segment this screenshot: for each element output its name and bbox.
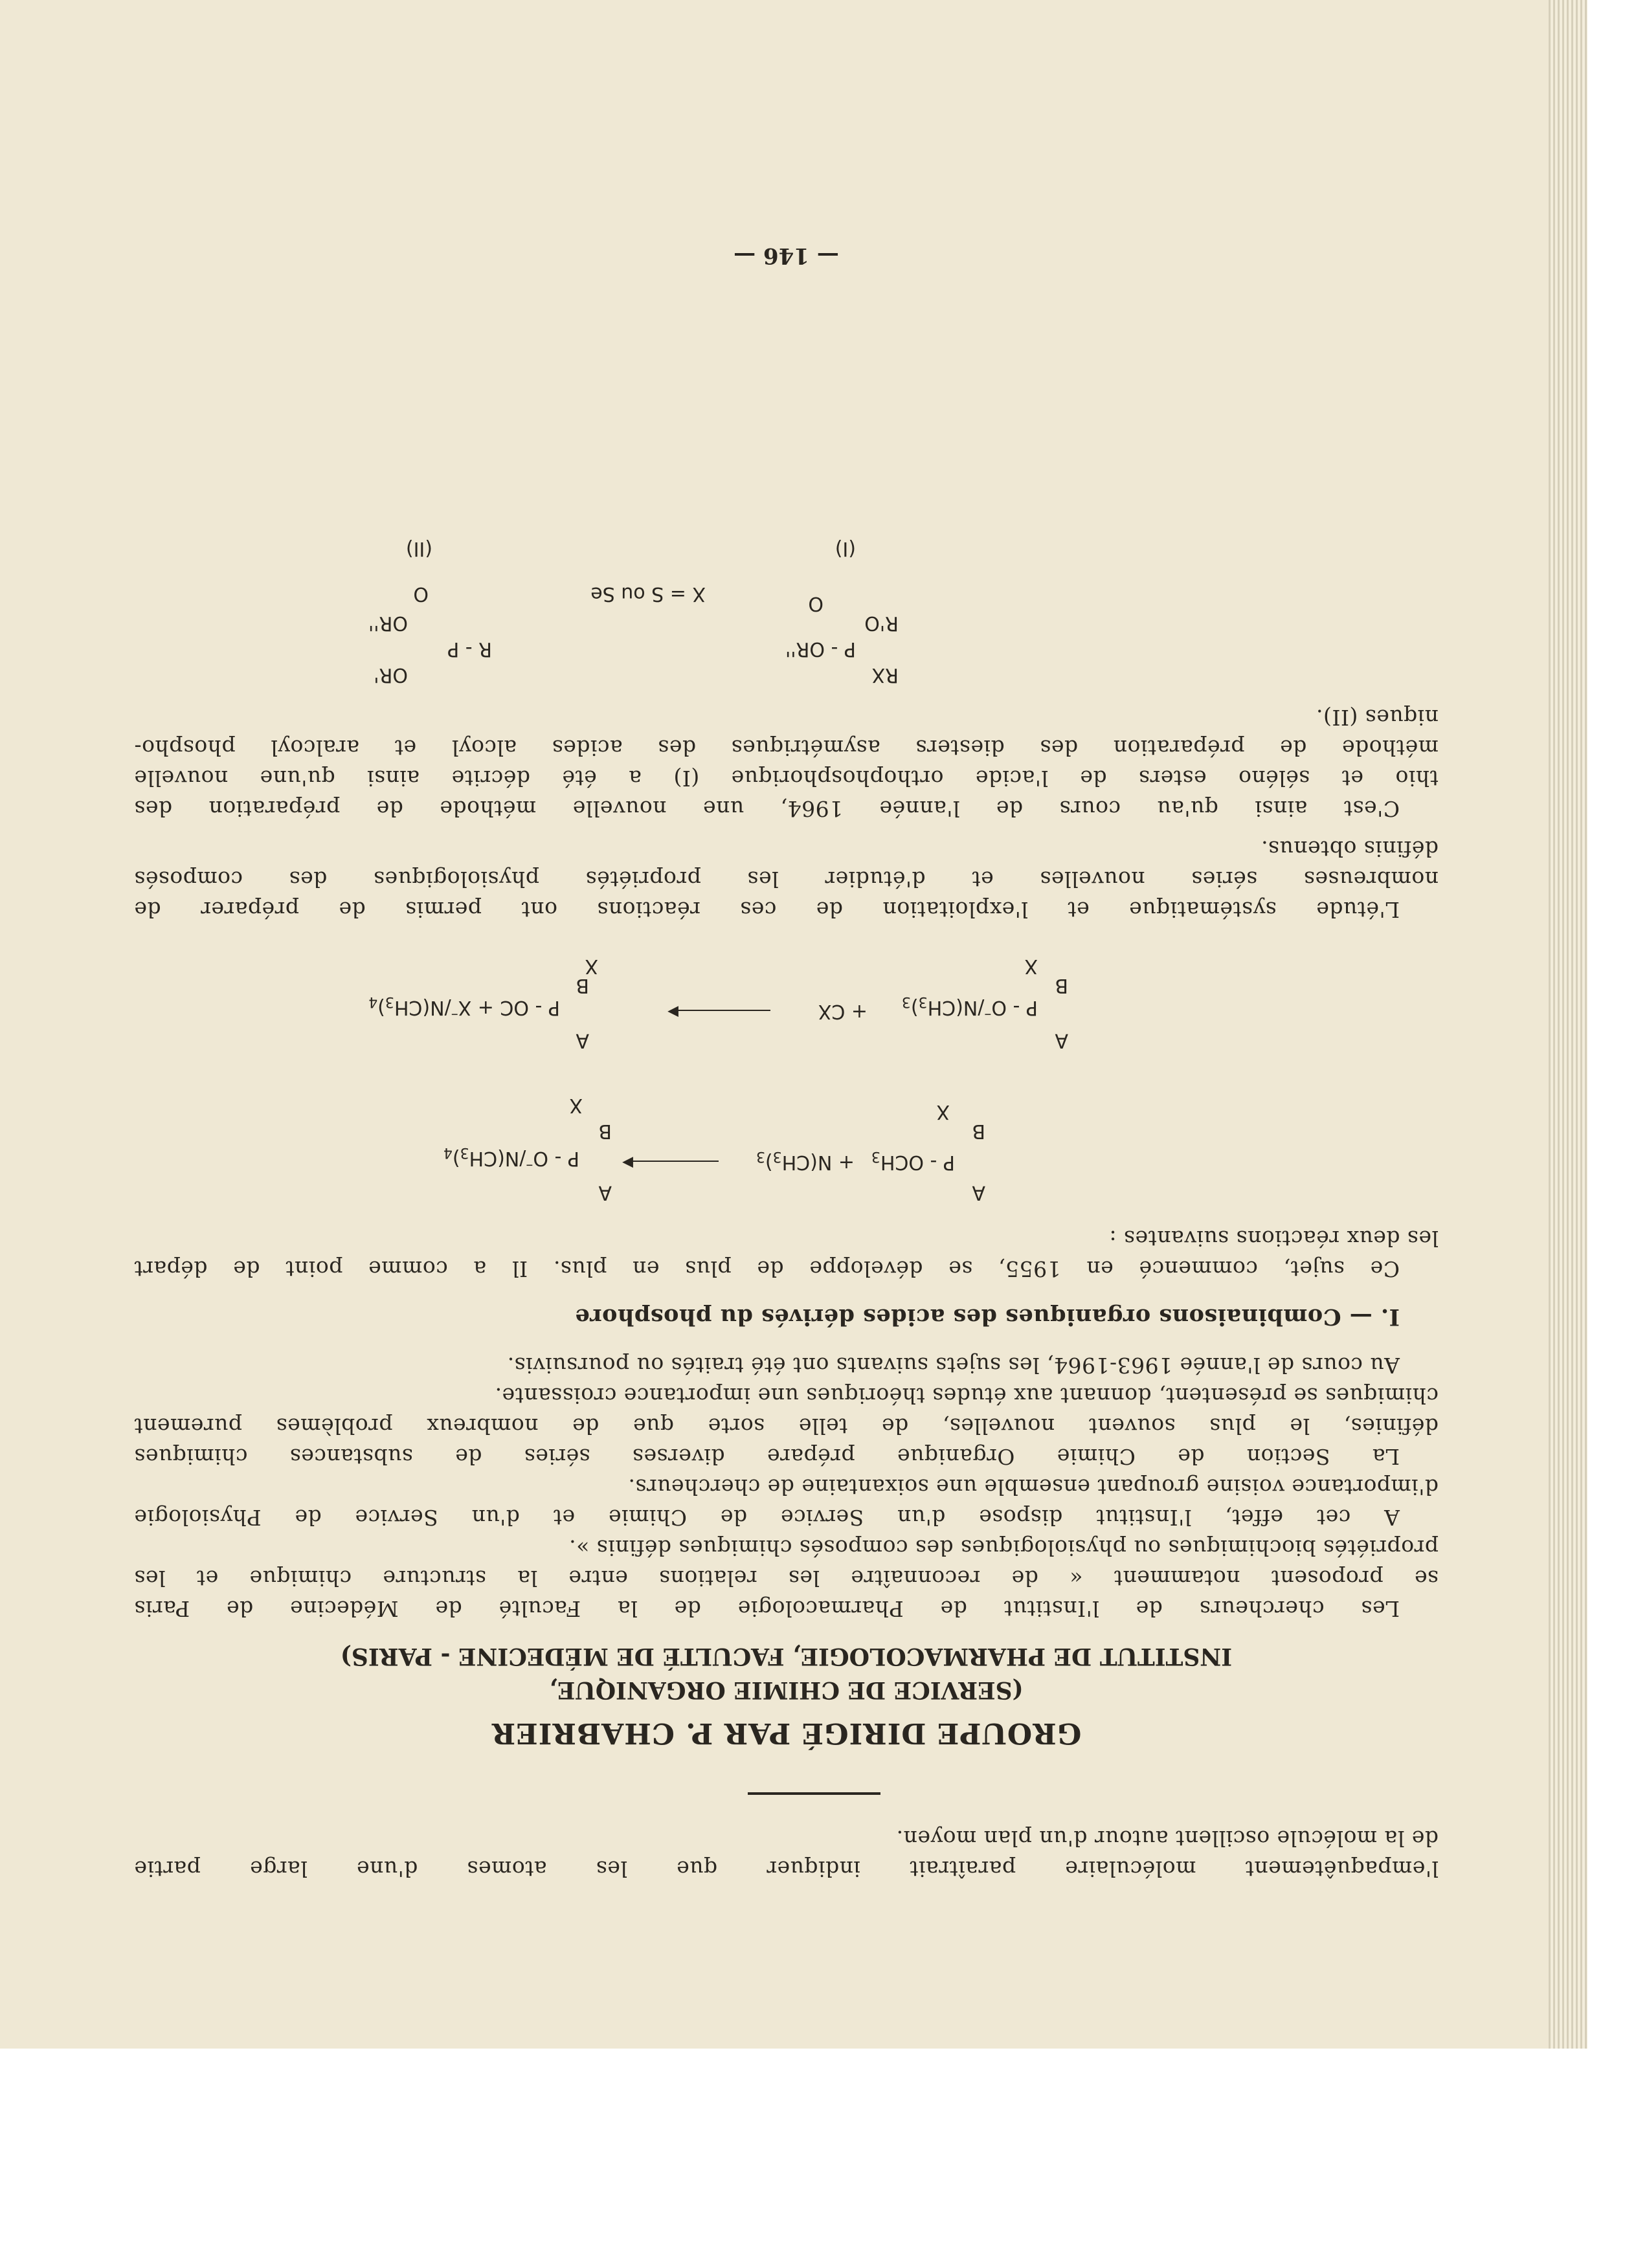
service-heading: (SERVICE DE CHIMIE ORGANIQUE, (549, 1676, 1024, 1704)
para6-line-2: nombreuses séries nouvelles et d'étudier les propriétés physiologiques des composés (134, 867, 1439, 892)
section-title: I. — Combinaisons organiques des acides dérivés du phosphore (574, 1304, 1400, 1330)
intro-line-1: l'empaquêtement moléculaire paraîtrait indiquer que les atomes d'une large partie (134, 1856, 1439, 1882)
fI-label: (I) (835, 537, 856, 560)
r1-arrowhead: ▶ (622, 1155, 633, 1171)
r1-B-right: B (598, 1120, 612, 1142)
r1-X-right: X (569, 1094, 583, 1117)
r2-plus-cx: + CX (818, 1000, 868, 1023)
r2-right-products: P - OC + $X^-/N(CH_3)_4$ (368, 994, 560, 1023)
group-heading: GROUPE DIRIGÉ PAR P. CHABRIER (491, 1717, 1082, 1750)
x-definition: X = S ou Se (590, 583, 706, 605)
fII-OR2: OR'' (368, 612, 408, 634)
para7-line-3: méthode de préparation des diesters asymétriques des acides alcoyl et aralcoyl phospho- (134, 735, 1439, 761)
r1-X-left: X (936, 1100, 950, 1123)
r1-left-ester: P - $OCH_3$ (871, 1148, 955, 1173)
para6-line-3: définis obtenus. (1260, 836, 1439, 862)
para5-line-1: Ce sujet, commencé en 1955, se développe de plus en plus. Il a comme point de départ (134, 1256, 1400, 1282)
intro-line-2: de la molécule oscillent autour d'un plan moyen. (896, 1826, 1439, 1851)
r1-right-salt: P - $O^-/N(CH_3)_4$ (443, 1144, 579, 1173)
r1-A-left: A (972, 1181, 985, 1204)
r1-plus-amine: + $N(CH_3)_3$ (756, 1148, 855, 1173)
r2-left-salt: P - $O^-/N(CH_3)_3$ (901, 994, 1038, 1023)
r2-X-left: X (1024, 955, 1038, 977)
r2-A-right: A (576, 1029, 589, 1052)
fII-O: O (413, 583, 429, 605)
para2-line-2: d'importance voisine groupant ensemble une soixantaine de chercheurs. (628, 1474, 1439, 1500)
para3-line-3: chimiques se présentent, donnant aux études théoriques une importance croissante. (495, 1383, 1439, 1408)
r1-arrow (628, 1161, 719, 1162)
para7-line-4: niques (II). (1316, 705, 1439, 730)
para7-line-1: C'est ainsi qu'au cours de l'année 1964, une nouvelle méthode de préparation des (134, 796, 1400, 821)
fI-P: P - OR'' (785, 638, 856, 660)
fII-label: (II) (405, 537, 432, 560)
page-number: — 146 — (734, 243, 839, 269)
r2-arrow (673, 1010, 770, 1011)
para5-line-2: les deux réactions suivantes : (1109, 1226, 1439, 1251)
r2-B-right: B (576, 974, 589, 997)
r2-arrowhead: ▶ (667, 1004, 678, 1020)
para2-line-1: A cet effet, l'Institut dispose d'un Service de Chimie et d'un Service de Physiologie (134, 1505, 1400, 1530)
para1-line-1: Les chercheurs de l'Institut de Pharmacologie de la Faculté de Médecine de Paris (134, 1596, 1400, 1621)
fI-RO: R'O (864, 612, 899, 634)
r1-A-right: A (598, 1181, 612, 1204)
para1-line-2: se proposent notamment « de reconnaître les relations entre la structure chimique et les (134, 1566, 1439, 1591)
r1-B-left: B (972, 1120, 985, 1142)
para7-line-2: thio et séléno esters de l'acide orthophosphorique (I) a été décrite ainsi qu'une nouvelle (134, 766, 1439, 791)
separator-rule (748, 1792, 880, 1795)
r2-A-left: A (1055, 1029, 1068, 1052)
fI-RX: RX (871, 663, 899, 686)
para3-line-2: définies, le plus souvent nouvelles, de telle sorte que de nombreux problèmes purement (134, 1414, 1439, 1439)
para1-line-3: propriétés biochimiques ou physiologiques des composés chimiques définis ». (568, 1535, 1439, 1561)
para4: Au cours de l'année 1963-1964, les sujets suivants ont été traités ou poursuivis. (507, 1353, 1400, 1378)
fII-OR1: OR' (374, 663, 408, 686)
fI-O: O (808, 592, 824, 615)
r2-X-right: X (585, 955, 598, 977)
para3-line-1: La Section de Chimie Organique prépare diverses séries de substances chimiques (134, 1444, 1400, 1469)
r2-B-left: B (1055, 974, 1068, 997)
para6-line-1: L'étude systématique et l'exploitation de ces réactions ont permis de préparer de (134, 897, 1400, 922)
institute-heading: INSTITUT DE PHARMACOLOGIE, FACULTÉ DE MÉDECINE - PARIS) (340, 1643, 1233, 1670)
fII-RP: R - P (447, 638, 492, 660)
